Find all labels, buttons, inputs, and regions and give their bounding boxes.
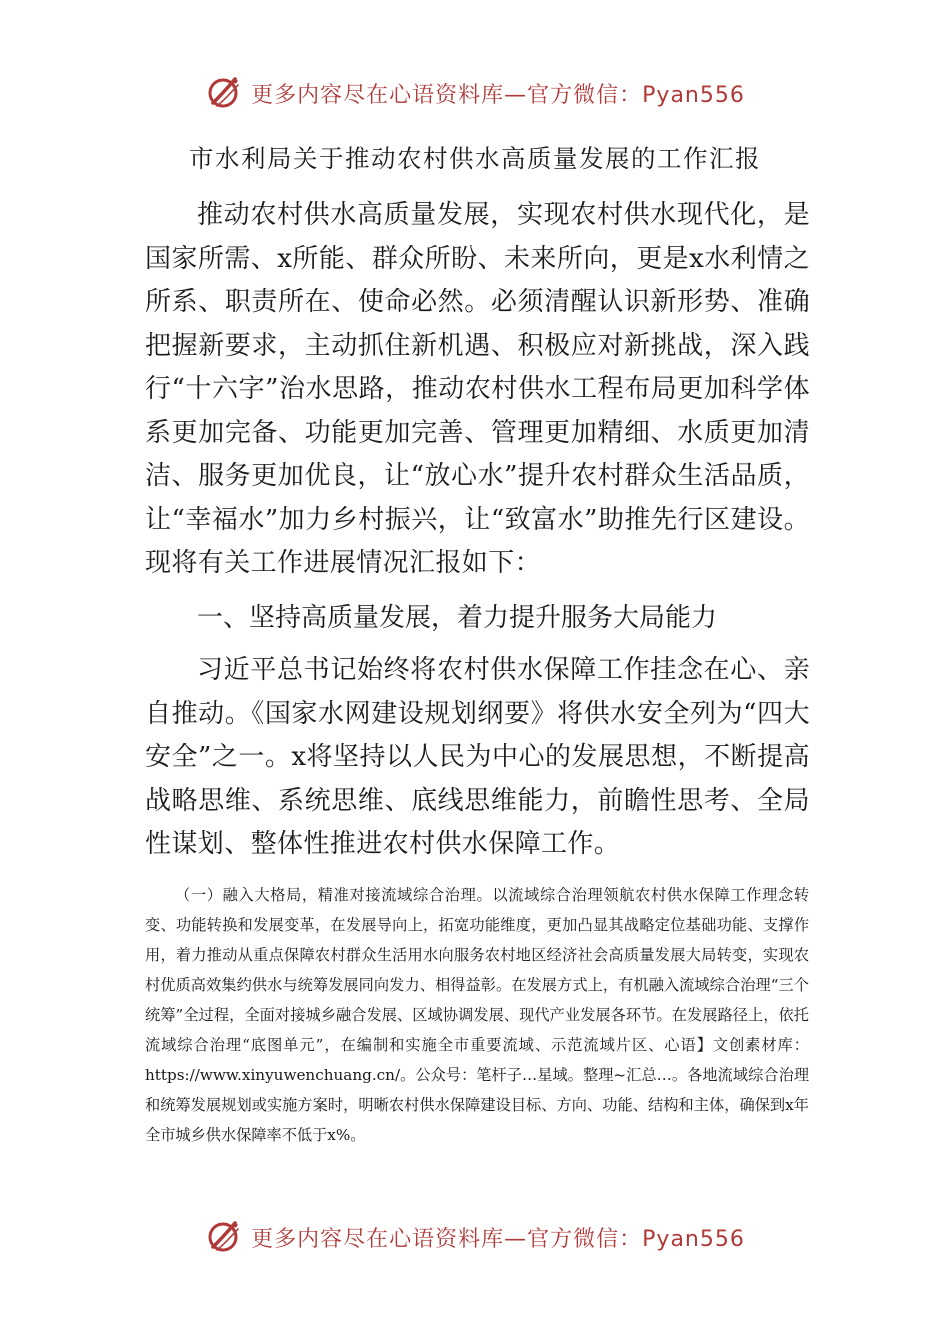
section-heading-block [145,597,810,641]
banner-text: 更多内容尽在心语资料库—官方微信：Pyan556 [251,1226,745,1252]
section-1-paragraph: 习近平总书记始终将农村供水保障工作挂念在心、亲自推动。《国家水网建设规划纲要》将供水安全列为“四大安全”之一。x将坚持以人民为中心的发展思想，不断提高战略思维、系统思维、底线思维能力，前瞻性思考、全局性谋划、整体性推进农村供水保障工作。 [145,655,810,859]
brush-logo-icon [205,73,245,113]
section-1-block [145,649,810,867]
document-title: 市水利局关于推动农村供水高质量发展的工作汇报 [189,144,761,173]
header-banner [0,70,950,116]
intro-paragraph: 推动农村供水高质量发展，实现农村供水现代化，是国家所需、x所能、群众所盼、未来所向，更是x水利情之所系、职责所在、使命必然。必须清醒认识新形势、准确把握新要求，主动抓住新机遇、积极应对新挑战，深入践行“十六字”治水思路，推动农村供水工程布局更加科学体系更加完备、功能更加完善、管理更加精细、水质更加清洁、服务更加优良，让“放心水”提升农村群众生活品质，让“幸福水”加力乡村振兴，让“致富水”助推先行区建设。现将有关工作进展情况汇报如下： [145,200,810,578]
brush-logo-icon [205,1217,245,1257]
banner-text: 更多内容尽在心语资料库—官方微信：Pyan556 [251,82,745,108]
subsection-1-paragraph: （一）融入大格局，精准对接流域综合治理。以流域综合治理领航农村供水保障工作理念转变、功能转换和发展变革，在发展导向上，拓宽功能维度，更加凸显其战略定位基础功能、支撑作用，着力推动从重点保障农村群众生活用水向服务农村地区经济社会高质量发展大局转变，实现农村优质高效集约供水与统筹发展同向发力、相得益彰。在发展方式上，有机融入流域综合治理“三个统筹”全过程，全面对接城乡融合发展、区域协调发展、现代产业发展各环节。在发展路径上，依托流域综合治理“底图单元”，在编制和实施全市重要流域、示范流域片区、心语】文创素材库：https://www.xinyuwenchuang.cn/。公众号：笔杆子…星域。整理~汇总…。各地流域综合治理和统筹发展规划或实施方案时，明晰农村供水保障建设目标、方向、功能、结构和主体，确保到x年全市城乡供水保障率不低于x%。 [145,886,809,1144]
intro-block [145,194,810,586]
footer-banner [0,1214,950,1260]
section-1-heading: 一、坚持高质量发展，着力提升服务大局能力 [197,603,718,633]
